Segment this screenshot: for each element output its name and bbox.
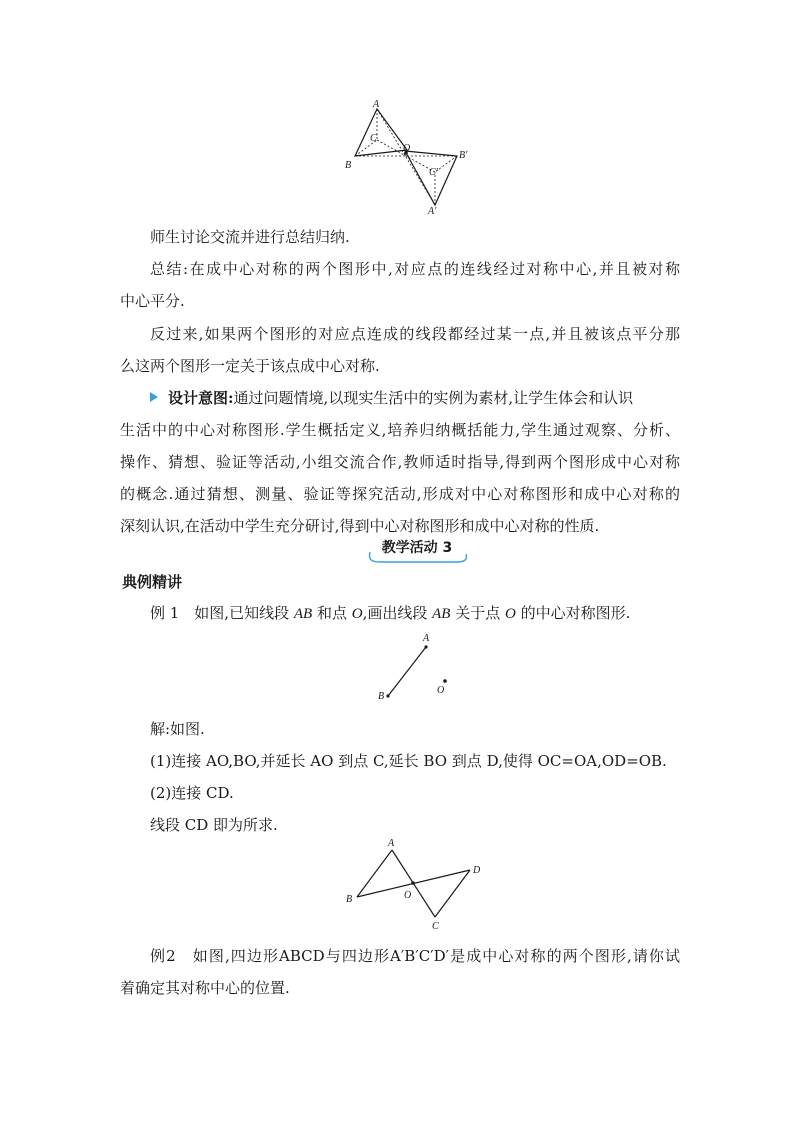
paragraph-discussion: 师生讨论交流并进行总结归纳. [150, 228, 350, 246]
label-o: O [403, 143, 411, 154]
converse-line-2: 么这两个图形一定关于该点成中心对称. [120, 357, 380, 375]
label-b: B [345, 160, 352, 171]
label-c-prime: C′ [429, 167, 438, 178]
solution-step-2: (2)连接 CD. [150, 784, 234, 802]
figure-central-symmetry-triangles [335, 95, 485, 220]
segment-ab [388, 647, 426, 696]
label-b-prime: B′ [459, 150, 468, 161]
label-a: A [373, 99, 380, 110]
triangle-bullet-icon [150, 392, 158, 402]
design-intent-line-4: 的概念.通过猜想、测量、验证等探究活动,形成对中心对称图形和成中心对称的 [120, 485, 680, 503]
figure-segment-ab-cd [340, 835, 490, 935]
label-d: D [473, 865, 481, 876]
label-b: B [346, 894, 353, 905]
label-a-prime: A′ [428, 206, 437, 217]
converse-line-1: 反过来,如果两个图形的对应点连成的线段都经过某一点,并且被该点平分那 [150, 325, 680, 343]
example-2-line-2: 着确定其对称中心的位置. [120, 979, 290, 997]
summary-line-1: 总结:在成中心对称的两个图形中,对应点的连线经过对称中心,并且被对称 [150, 260, 680, 278]
label-a: A [388, 838, 395, 849]
example-2-line-1: 例2 如图,四边形ABCD与四边形A′B′C′D′是成中心对称的两个图形,请你试 [150, 947, 680, 965]
label-a: A [423, 633, 430, 644]
point-o [443, 679, 447, 683]
design-intent-label: 设计意图: [168, 389, 234, 407]
design-intent-line-5: 深刻认识,在活动中学生充分研讨,得到中心对称图形和成中心对称的性质. [120, 517, 600, 535]
label-c: C [370, 133, 377, 144]
segment-aa-prime [377, 109, 435, 205]
label-b: B [378, 691, 385, 702]
design-intent-line-1: 设计意图:通过问题情境,以现实生活中的实例为素材,让学生体会和认识 [150, 388, 680, 408]
design-intent-line-2: 生活中的中心对称图形.学生概括定义,培养归纳概括能力,学生通过观察、分析、 [120, 421, 680, 439]
triangle-abc-prime [405, 151, 457, 205]
point-o [411, 881, 415, 885]
figure-segment-ab-point-o [370, 630, 460, 705]
design-intent-line-3: 操作、猜想、验证等活动,小组交流合作,教师适时指导,得到两个图形成中心对称 [120, 453, 680, 471]
solution-step-1: (1)连接 AO,BO,并延长 AO 到点 C,延长 BO 到点 D,使得 OC=OA,OD=OB. [150, 752, 667, 770]
summary-line-2: 中心平分. [120, 292, 185, 310]
teaching-activity-title: 教学活动 3 [381, 540, 453, 556]
label-c: C [432, 921, 439, 932]
example-1-question: 例 1 如图,已知线段 AB 和点 O,画出线段 AB 关于点 O 的中心对称图形. [150, 604, 631, 622]
section-title-examples: 典例精讲 [122, 573, 183, 591]
label-o: O [437, 685, 445, 696]
solution-result: 线段 CD 即为所求. [150, 816, 278, 834]
label-o: O [404, 890, 412, 901]
solution-intro: 解:如图. [150, 720, 205, 738]
